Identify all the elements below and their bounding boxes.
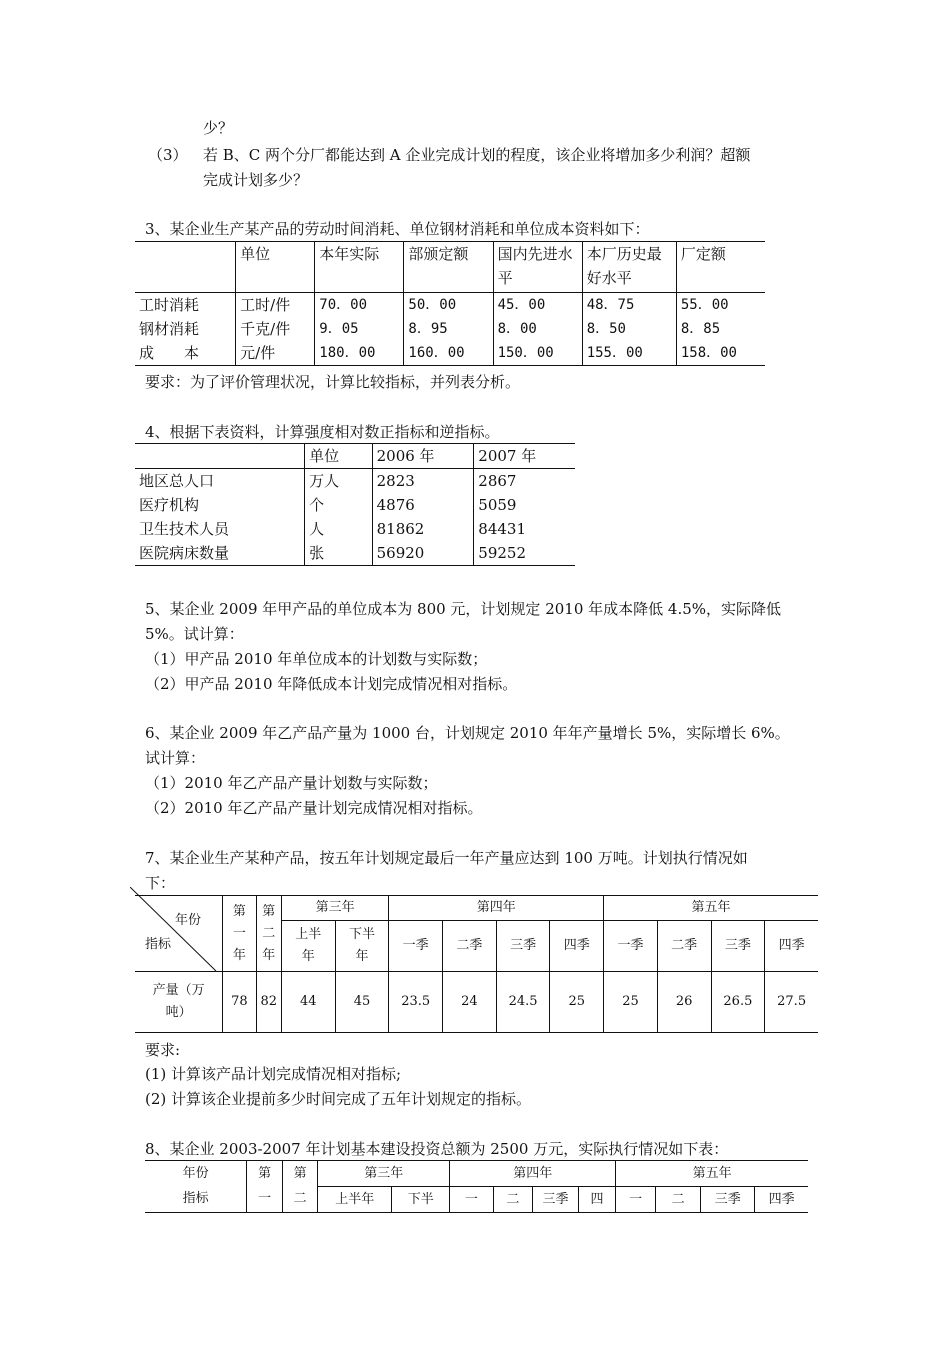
subheader-cell: 四 xyxy=(578,1187,616,1213)
row-label: 医疗机构 xyxy=(139,496,200,514)
year-header: 第四年 xyxy=(389,896,604,921)
q3-table xyxy=(135,241,765,366)
row-label-line: 产量（万 xyxy=(152,983,205,998)
subheader-cell: 二季 xyxy=(443,921,497,972)
cell: 150．00 xyxy=(493,341,582,366)
cell: 人 xyxy=(305,517,372,541)
header-char: 第 xyxy=(262,903,276,919)
q6-line: （2）2010 年乙产品产量计划完成情况相对指标。 xyxy=(145,799,483,817)
subheader-cell: 四季 xyxy=(550,921,604,972)
cell: 个 xyxy=(305,493,372,517)
cell: 张 xyxy=(305,541,372,566)
year-header: 第五年 xyxy=(604,896,818,921)
q7-line: 下： xyxy=(145,874,176,892)
cell: 56920 xyxy=(372,541,474,566)
subheader-cell: 下半 xyxy=(392,1187,450,1213)
cell: 82 xyxy=(256,972,281,1033)
q6-line: 试计算： xyxy=(145,749,206,767)
row-label: 医院病床数量 xyxy=(139,544,230,562)
cell: 59252 xyxy=(474,541,575,566)
q7-table xyxy=(135,895,818,1033)
subheader-cell: 四季 xyxy=(755,1187,808,1213)
year-header: 第五年 xyxy=(616,1161,808,1187)
row-label: 地区总人口 xyxy=(139,472,215,490)
q5-line: （2）甲产品 2010 年降低成本计划完成情况相对指标。 xyxy=(145,675,518,693)
header-char: 下半 xyxy=(348,927,375,942)
q3-requirement: 要求：为了评价管理状况，计算比较指标，并列表分析。 xyxy=(145,373,521,391)
row-label xyxy=(135,972,223,1033)
q7-req: (2) 计算该企业提前多少时间完成了五年计划规定的指标。 xyxy=(145,1090,532,1108)
cell: 55．00 xyxy=(676,293,765,318)
cell: 27.5 xyxy=(765,972,818,1033)
q6-line: （1）2010 年乙产品产量计划数与实际数； xyxy=(145,774,438,792)
intro-line: 少？ xyxy=(203,119,234,137)
cell: 8．95 xyxy=(404,317,493,341)
cell: 180．00 xyxy=(315,341,404,366)
table-row xyxy=(135,493,575,517)
subheader-cell: 二季 xyxy=(657,921,711,972)
row-label: 工时消耗 xyxy=(139,296,200,314)
subheader-cell: 四季 xyxy=(765,921,818,972)
q6-line: 6、某企业 2009 年乙产品产量为 1000 台，计划规定 2010 年年产量增长 5%，实际增长 6%。 xyxy=(145,724,790,742)
year-header: 一 xyxy=(247,1187,282,1213)
cell: 48．75 xyxy=(582,293,676,318)
corner-bottom: 指标 xyxy=(145,937,172,952)
table-subheader-row xyxy=(145,1187,808,1213)
q7-req: (1) 计算该产品计划完成情况相对指标; xyxy=(145,1065,402,1083)
header-cell: 单位 xyxy=(236,242,315,293)
intro-line: 完成计划多少？ xyxy=(203,171,309,189)
subheader-cell: 一 xyxy=(450,1187,494,1213)
header-cell: 2007 年 xyxy=(474,444,575,469)
cell: 23.5 xyxy=(389,972,443,1033)
cell: 9．05 xyxy=(315,317,404,341)
cell: 81862 xyxy=(372,517,474,541)
cell: 160．00 xyxy=(404,341,493,366)
header-cell: 2006 年 xyxy=(372,444,474,469)
header-cell: 部颁定额 xyxy=(404,242,493,293)
cell: 万人 xyxy=(305,469,372,494)
cell: 8．85 xyxy=(676,317,765,341)
cell: 25 xyxy=(604,972,658,1033)
item-number: （3） xyxy=(148,146,188,164)
subheader-cell: 二 xyxy=(493,1187,533,1213)
q5-line: （1）甲产品 2010 年单位成本的计划数与实际数； xyxy=(145,650,488,668)
corner-top: 年份 xyxy=(175,913,202,928)
year-header xyxy=(223,896,256,972)
year-header: 第四年 xyxy=(450,1161,616,1187)
table-row xyxy=(135,293,765,318)
header-char: 年 xyxy=(355,949,369,964)
subheader-cell xyxy=(335,921,389,972)
cell: 70．00 xyxy=(315,293,404,318)
header-char: 年 xyxy=(301,949,315,964)
header-cell: 单位 xyxy=(305,444,372,469)
cell: 158．00 xyxy=(676,341,765,366)
header-char: 一 xyxy=(232,925,246,941)
cell: 25 xyxy=(550,972,604,1033)
cell: 工时/件 xyxy=(236,293,315,318)
cell: 24 xyxy=(443,972,497,1033)
cell: 26 xyxy=(657,972,711,1033)
header-char: 第 xyxy=(232,903,246,919)
year-header: 第 xyxy=(247,1161,282,1187)
subheader-cell: 三季 xyxy=(496,921,550,972)
header-cell: 国内先进水平 xyxy=(493,242,582,293)
cell: 2867 xyxy=(474,469,575,494)
cell: 24.5 xyxy=(496,972,550,1033)
row-label: 成 本 xyxy=(139,344,200,362)
header-cell xyxy=(135,444,305,469)
table-header-row xyxy=(135,444,575,469)
table-header-row xyxy=(145,1161,808,1187)
row-label-line: 吨） xyxy=(165,1005,192,1020)
year-header: 二 xyxy=(282,1187,317,1213)
table-header-row xyxy=(135,896,818,921)
subheader-cell: 二 xyxy=(655,1187,701,1213)
header-char: 二 xyxy=(262,925,276,941)
intro-line: 若 B、C 两个分厂都能达到 A 企业完成计划的程度，该企业将增加多少利润？超额 xyxy=(203,146,751,164)
header-char: 年 xyxy=(262,947,276,963)
cell: 4876 xyxy=(372,493,474,517)
header-cell xyxy=(135,242,236,293)
corner-bottom: 指标 xyxy=(182,1191,209,1207)
cell: 45 xyxy=(335,972,389,1033)
q3-title: 3、某企业生产某产品的劳动时间消耗、单位钢材消耗和单位成本资料如下： xyxy=(145,220,650,238)
q4-title: 4、根据下表资料，计算强度相对数正指标和逆指标。 xyxy=(145,423,500,441)
table-row xyxy=(135,972,818,1033)
subheader-cell: 上半年 xyxy=(318,1187,392,1213)
table-header-row xyxy=(135,242,765,293)
year-header: 第三年 xyxy=(281,896,388,921)
cell: 5059 xyxy=(474,493,575,517)
year-header: 第 xyxy=(282,1161,317,1187)
corner-top: 年份 xyxy=(182,1165,209,1181)
subheader-cell: 三季 xyxy=(701,1187,755,1213)
table-row xyxy=(135,541,575,566)
subheader-cell: 三季 xyxy=(533,1187,579,1213)
year-header xyxy=(256,896,281,972)
subheader-cell: 三季 xyxy=(711,921,765,972)
header-cell: 本厂历史最好水平 xyxy=(582,242,676,293)
table-row xyxy=(135,469,575,494)
subheader-cell xyxy=(281,921,335,972)
subheader-cell: 一季 xyxy=(604,921,658,972)
subheader-cell: 一 xyxy=(616,1187,656,1213)
table-row xyxy=(135,317,765,341)
row-label: 钢材消耗 xyxy=(139,320,200,338)
header-char: 上半 xyxy=(295,927,322,942)
q5-line: 5%。试计算： xyxy=(145,625,244,643)
header-char: 年 xyxy=(232,947,246,963)
cell: 45．00 xyxy=(493,293,582,318)
table-row xyxy=(135,517,575,541)
cell: 8．50 xyxy=(582,317,676,341)
header-cell: 厂定额 xyxy=(676,242,765,293)
cell: 84431 xyxy=(474,517,575,541)
cell: 155．00 xyxy=(582,341,676,366)
q5-line: 5、某企业 2009 年甲产品的单位成本为 800 元，计划规定 2010 年成本降低 4.5%，实际降低 xyxy=(145,600,782,618)
corner-cell xyxy=(135,896,223,972)
cell: 78 xyxy=(223,972,256,1033)
cell: 8．00 xyxy=(493,317,582,341)
row-label: 卫生技术人员 xyxy=(139,520,230,538)
subheader-cell: 一季 xyxy=(389,921,443,972)
cell: 元/件 xyxy=(236,341,315,366)
table-row xyxy=(135,341,765,366)
q8-table xyxy=(145,1160,808,1213)
cell: 44 xyxy=(281,972,335,1033)
q8-title: 8、某企业 2003-2007 年计划基本建设投资总额为 2500 万元，实际执行情况如下表： xyxy=(145,1140,729,1158)
cell: 千克/件 xyxy=(236,317,315,341)
cell: 2823 xyxy=(372,469,474,494)
q4-table xyxy=(135,443,575,566)
q7-req-title: 要求: xyxy=(145,1041,181,1059)
q7-line: 7、某企业生产某种产品，按五年计划规定最后一年产量应达到 100 万吨。计划执行情况如 xyxy=(145,849,748,867)
header-cell: 本年实际 xyxy=(315,242,404,293)
year-header: 第三年 xyxy=(318,1161,450,1187)
cell: 50．00 xyxy=(404,293,493,318)
cell: 26.5 xyxy=(711,972,765,1033)
